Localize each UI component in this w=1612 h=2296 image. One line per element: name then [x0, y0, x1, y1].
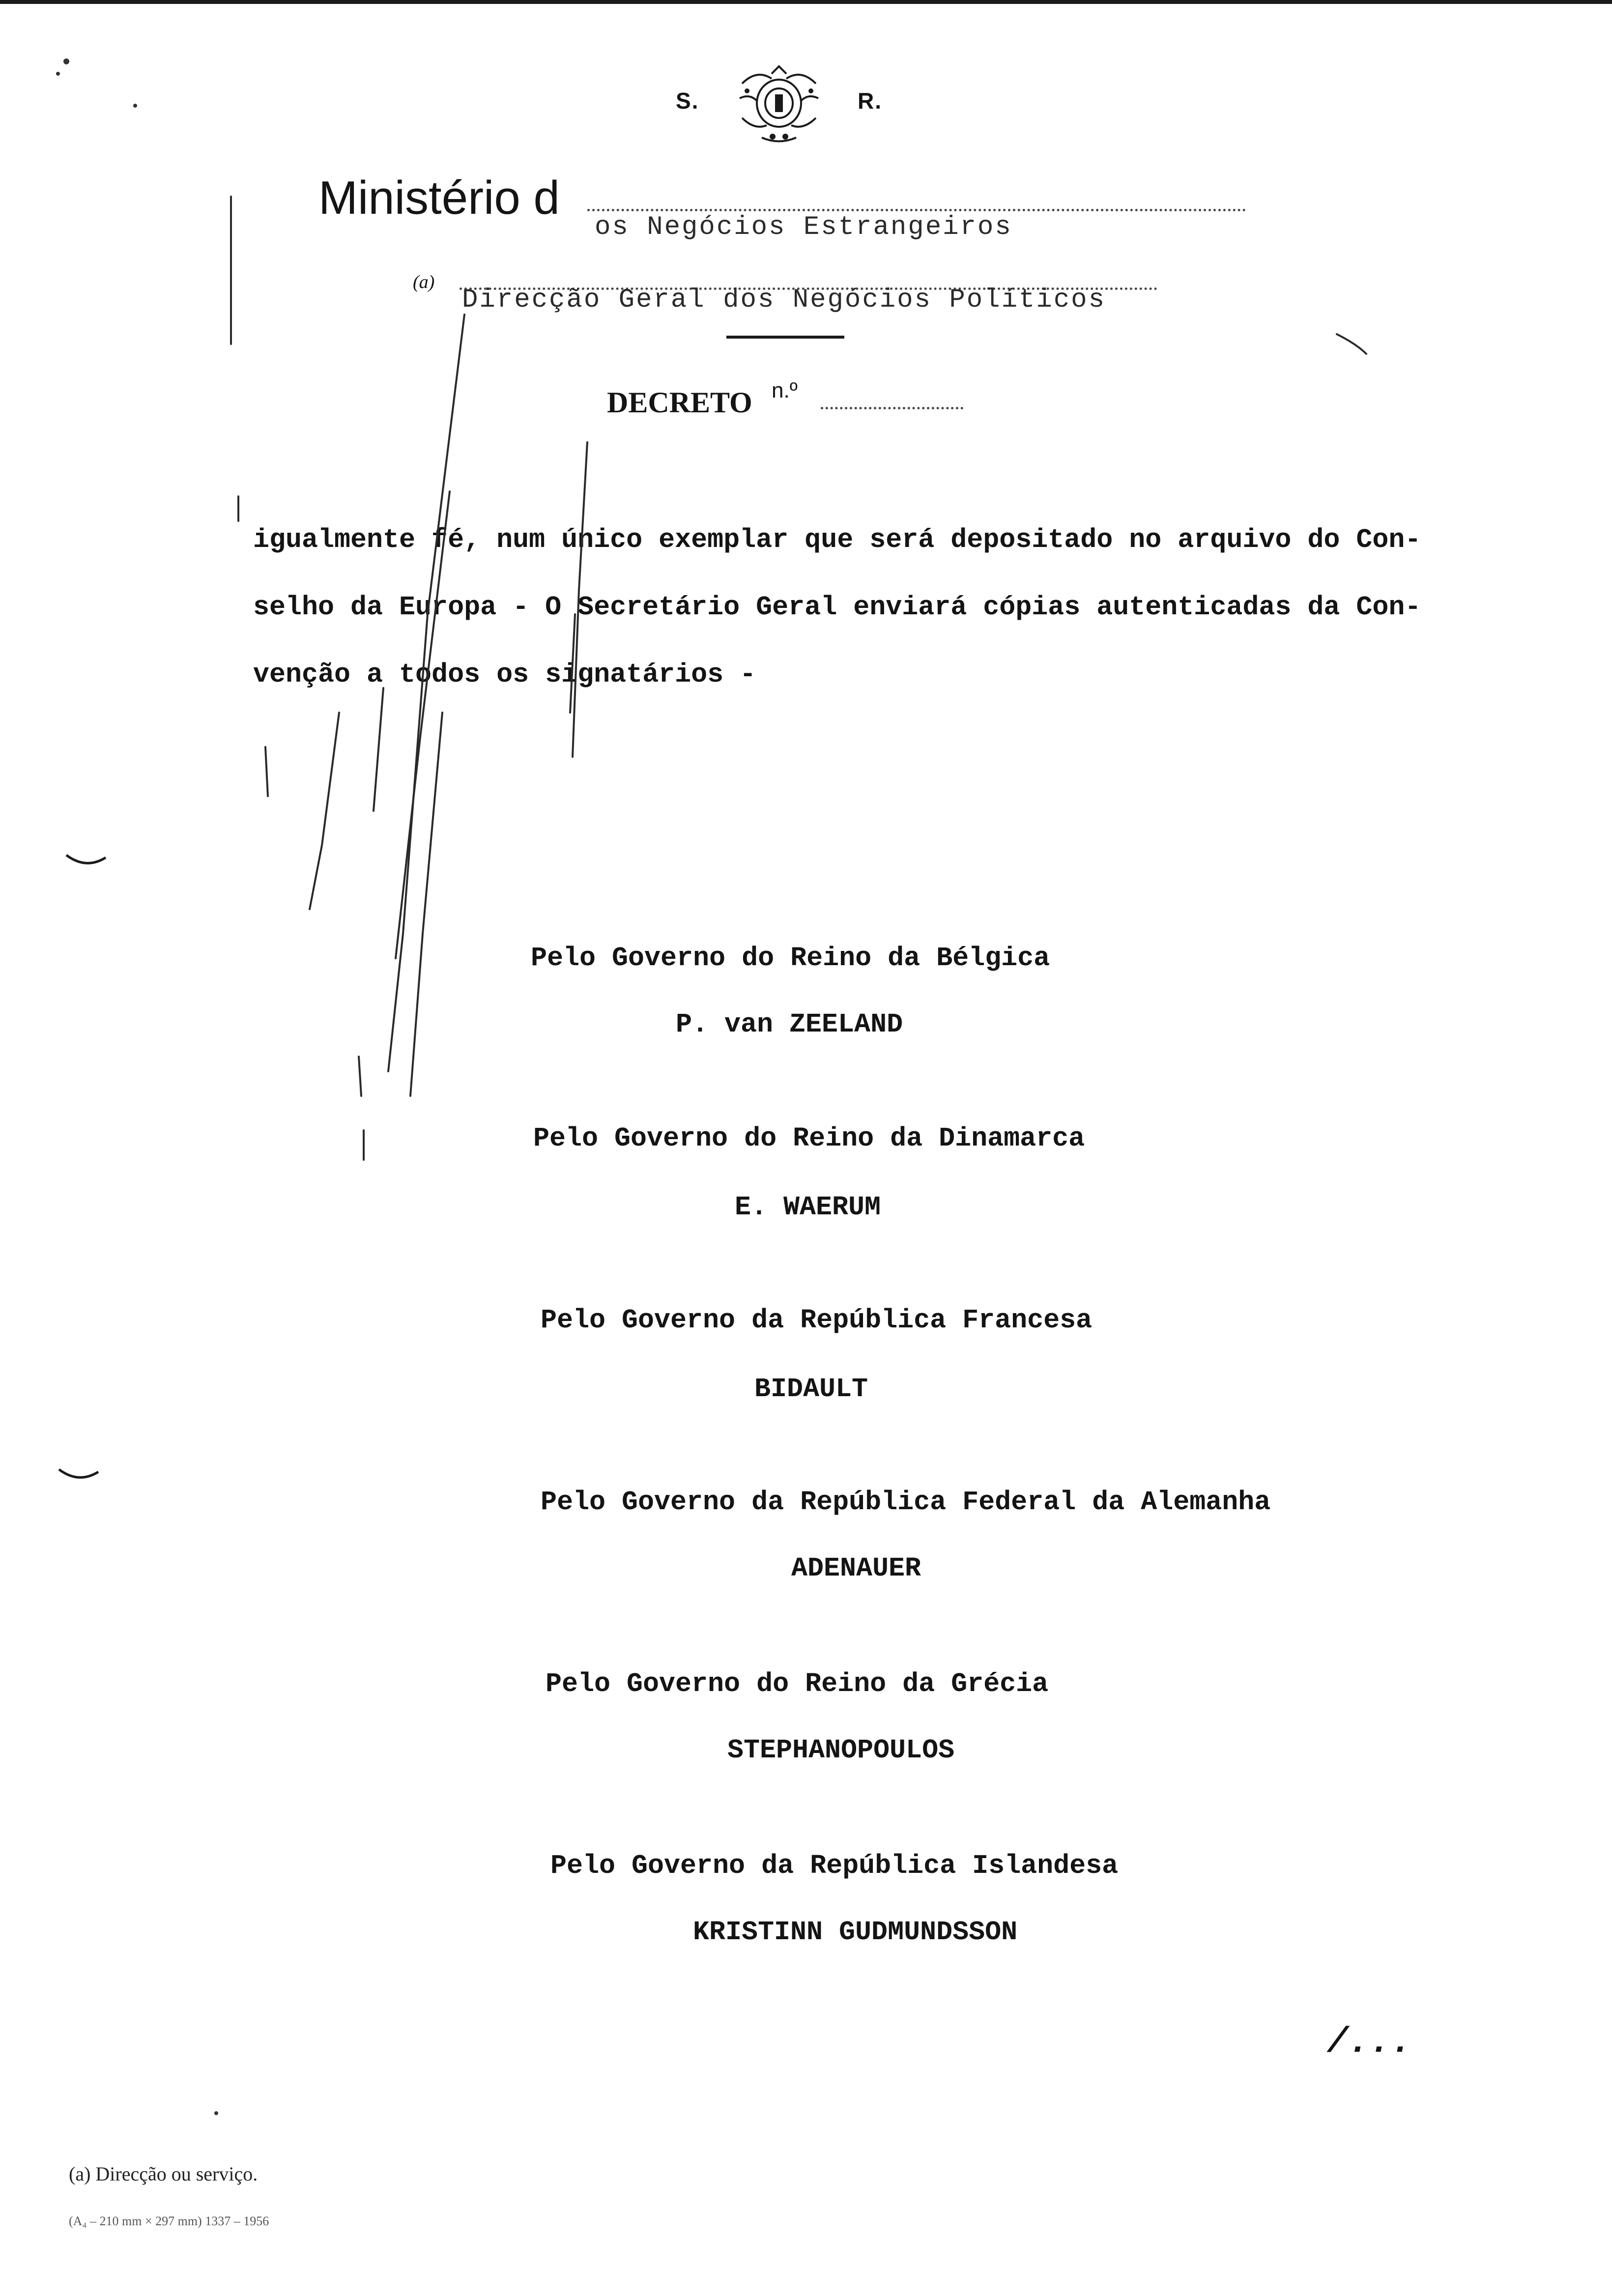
signatory-government: Pelo Governo da República Islandesa — [550, 1850, 1119, 1881]
top-edge-rule — [0, 0, 1612, 4]
continuation-mark: /... — [1327, 2022, 1412, 2063]
signatory-government: Pelo Governo da República Federal da Alemanha — [541, 1487, 1271, 1518]
ministry-fill-line — [587, 209, 1246, 211]
signatory-name: KRISTINN GUDMUNDSSON — [693, 1917, 1018, 1948]
decree-label: DECRETO — [607, 386, 752, 419]
form-code: (A₄ – 210 mm × 297 mm) 1337 – 1956 — [69, 2214, 269, 2228]
signatory-government: Pelo Governo do Reino da Bélgica — [531, 943, 1050, 974]
ministry-name: os Negócios Estrangeiros — [595, 212, 1012, 242]
body-line: selho da Europa - O Secretário Geral enviará cópias autenticadas da Con- — [253, 592, 1421, 623]
footnote: (a) Direcção ou serviço. — [69, 2163, 258, 2185]
signatory-name: STEPHANOPOULOS — [727, 1735, 955, 1766]
decree-number-fill-line — [821, 407, 963, 409]
signatory-government: Pelo Governo da República Francesa — [541, 1305, 1093, 1336]
ministry-heading-prefix: Ministério d — [318, 172, 560, 224]
letterhead-left-initial: S. — [676, 88, 699, 114]
section-divider — [726, 336, 844, 339]
portuguese-crest-icon — [727, 64, 831, 145]
signatory-name: P. van ZEELAND — [676, 1009, 903, 1040]
body-line: venção a todos os signatários - — [253, 659, 756, 690]
letterhead-right-initial: R. — [858, 88, 882, 114]
decree-number-label: n.º — [772, 378, 798, 402]
directorate-name: Direcção Geral dos Negócios Políticos — [462, 285, 1106, 315]
signatory-name: BIDAULT — [754, 1374, 868, 1405]
signatory-name: E. WAERUM — [735, 1192, 881, 1223]
signatory-name: ADENAUER — [791, 1553, 921, 1584]
signatory-government: Pelo Governo do Reino da Grécia — [546, 1668, 1049, 1699]
body-line: igualmente fé, num único exemplar que será depositado no arquivo do Con- — [253, 524, 1421, 555]
directorate-marker: (a) — [413, 272, 435, 292]
signatory-government: Pelo Governo do Reino da Dinamarca — [533, 1123, 1085, 1154]
body-paragraph — [253, 506, 1551, 708]
